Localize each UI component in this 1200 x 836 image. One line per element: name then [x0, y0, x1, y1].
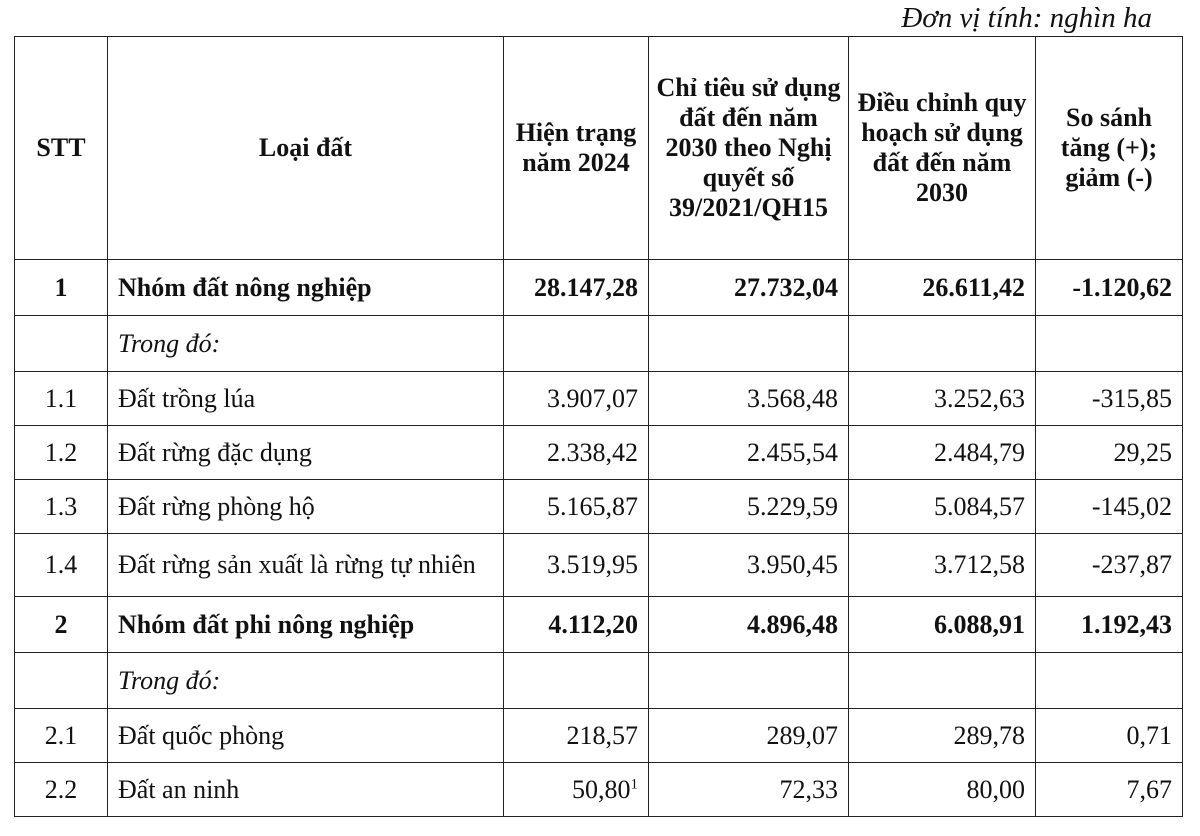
header-current: Hiện trạng năm 2024	[504, 37, 649, 260]
footnote-marker: 1	[630, 775, 638, 792]
stt-cell: 1.1	[15, 372, 108, 426]
diff-cell: -145,02	[1036, 480, 1183, 534]
target-cell: 27.732,04	[649, 260, 849, 316]
current-cell: 4.112,20	[504, 597, 649, 653]
land-type-cell: Đất quốc phòng	[108, 709, 504, 763]
current-cell	[504, 763, 649, 817]
stt-cell: 1	[15, 260, 108, 316]
header-stt: STT	[15, 37, 108, 260]
land-type-cell: Trong đó:	[108, 653, 504, 709]
adjusted-cell: 3.712,58	[849, 534, 1036, 597]
header-compare: So sánh tăng (+); giảm (-)	[1036, 37, 1183, 260]
header-adjusted: Điều chỉnh quy hoạch sử dụng đất đến năm 2030	[849, 37, 1036, 260]
stt-cell: 1.2	[15, 426, 108, 480]
target-cell: 3.568,48	[649, 372, 849, 426]
land-type-cell: Đất trồng lúa	[108, 372, 504, 426]
table-row	[15, 260, 1183, 316]
table-row	[15, 597, 1183, 653]
stt-cell	[15, 653, 108, 709]
land-type-cell: Đất rừng phòng hộ	[108, 480, 504, 534]
table-row	[15, 372, 1183, 426]
target-cell: 3.950,45	[649, 534, 849, 597]
diff-cell: -1.120,62	[1036, 260, 1183, 316]
land-type-cell: Nhóm đất phi nông nghiệp	[108, 597, 504, 653]
current-cell: 218,57	[504, 709, 649, 763]
current-cell: 3.907,07	[504, 372, 649, 426]
table-row	[15, 709, 1183, 763]
diff-cell	[1036, 653, 1183, 709]
land-type-cell: Trong đó:	[108, 316, 504, 372]
table-row	[15, 426, 1183, 480]
target-cell	[649, 653, 849, 709]
current-cell: 5.165,87	[504, 480, 649, 534]
adjusted-cell: 5.084,57	[849, 480, 1036, 534]
land-type-cell: Đất an ninh	[108, 763, 504, 817]
current-cell: 2.338,42	[504, 426, 649, 480]
stt-cell: 1.3	[15, 480, 108, 534]
header-row	[15, 37, 1183, 260]
header-target: Chỉ tiêu sử dụng đất đến năm 2030 theo Nghị quyết số 39/2021/QH15	[649, 37, 849, 260]
land-type-cell: Nhóm đất nông nghiệp	[108, 260, 504, 316]
table-row	[15, 316, 1183, 372]
stt-cell: 2.2	[15, 763, 108, 817]
stt-cell	[15, 316, 108, 372]
target-cell: 5.229,59	[649, 480, 849, 534]
diff-cell: -315,85	[1036, 372, 1183, 426]
diff-cell: 0,71	[1036, 709, 1183, 763]
target-cell: 72,33	[649, 763, 849, 817]
stt-cell: 2	[15, 597, 108, 653]
diff-cell: 29,25	[1036, 426, 1183, 480]
diff-cell	[1036, 316, 1183, 372]
target-cell: 289,07	[649, 709, 849, 763]
land-type-cell: Đất rừng đặc dụng	[108, 426, 504, 480]
unit-label: Đơn vị tính: nghìn ha	[901, 2, 1152, 34]
table-row	[15, 763, 1183, 817]
target-cell: 4.896,48	[649, 597, 849, 653]
adjusted-cell: 2.484,79	[849, 426, 1036, 480]
land-type-cell: Đất rừng sản xuất là rừng tự nhiên	[108, 534, 504, 597]
header-land-type: Loại đất	[108, 37, 504, 260]
current-cell	[504, 653, 649, 709]
stt-cell: 1.4	[15, 534, 108, 597]
target-cell: 2.455,54	[649, 426, 849, 480]
land-use-table	[14, 36, 1183, 817]
diff-cell: 7,67	[1036, 763, 1183, 817]
table-row	[15, 480, 1183, 534]
adjusted-cell: 6.088,91	[849, 597, 1036, 653]
diff-cell: 1.192,43	[1036, 597, 1183, 653]
adjusted-cell: 80,00	[849, 763, 1036, 817]
table-row	[15, 534, 1183, 597]
current-cell: 28.147,28	[504, 260, 649, 316]
current-cell	[504, 316, 649, 372]
table-row	[15, 653, 1183, 709]
current-cell: 3.519,95	[504, 534, 649, 597]
stt-cell: 2.1	[15, 709, 108, 763]
adjusted-cell: 26.611,42	[849, 260, 1036, 316]
adjusted-cell	[849, 653, 1036, 709]
adjusted-cell	[849, 316, 1036, 372]
diff-cell: -237,87	[1036, 534, 1183, 597]
adjusted-cell: 3.252,63	[849, 372, 1036, 426]
target-cell	[649, 316, 849, 372]
adjusted-cell: 289,78	[849, 709, 1036, 763]
current-value: 50,80	[572, 774, 631, 804]
